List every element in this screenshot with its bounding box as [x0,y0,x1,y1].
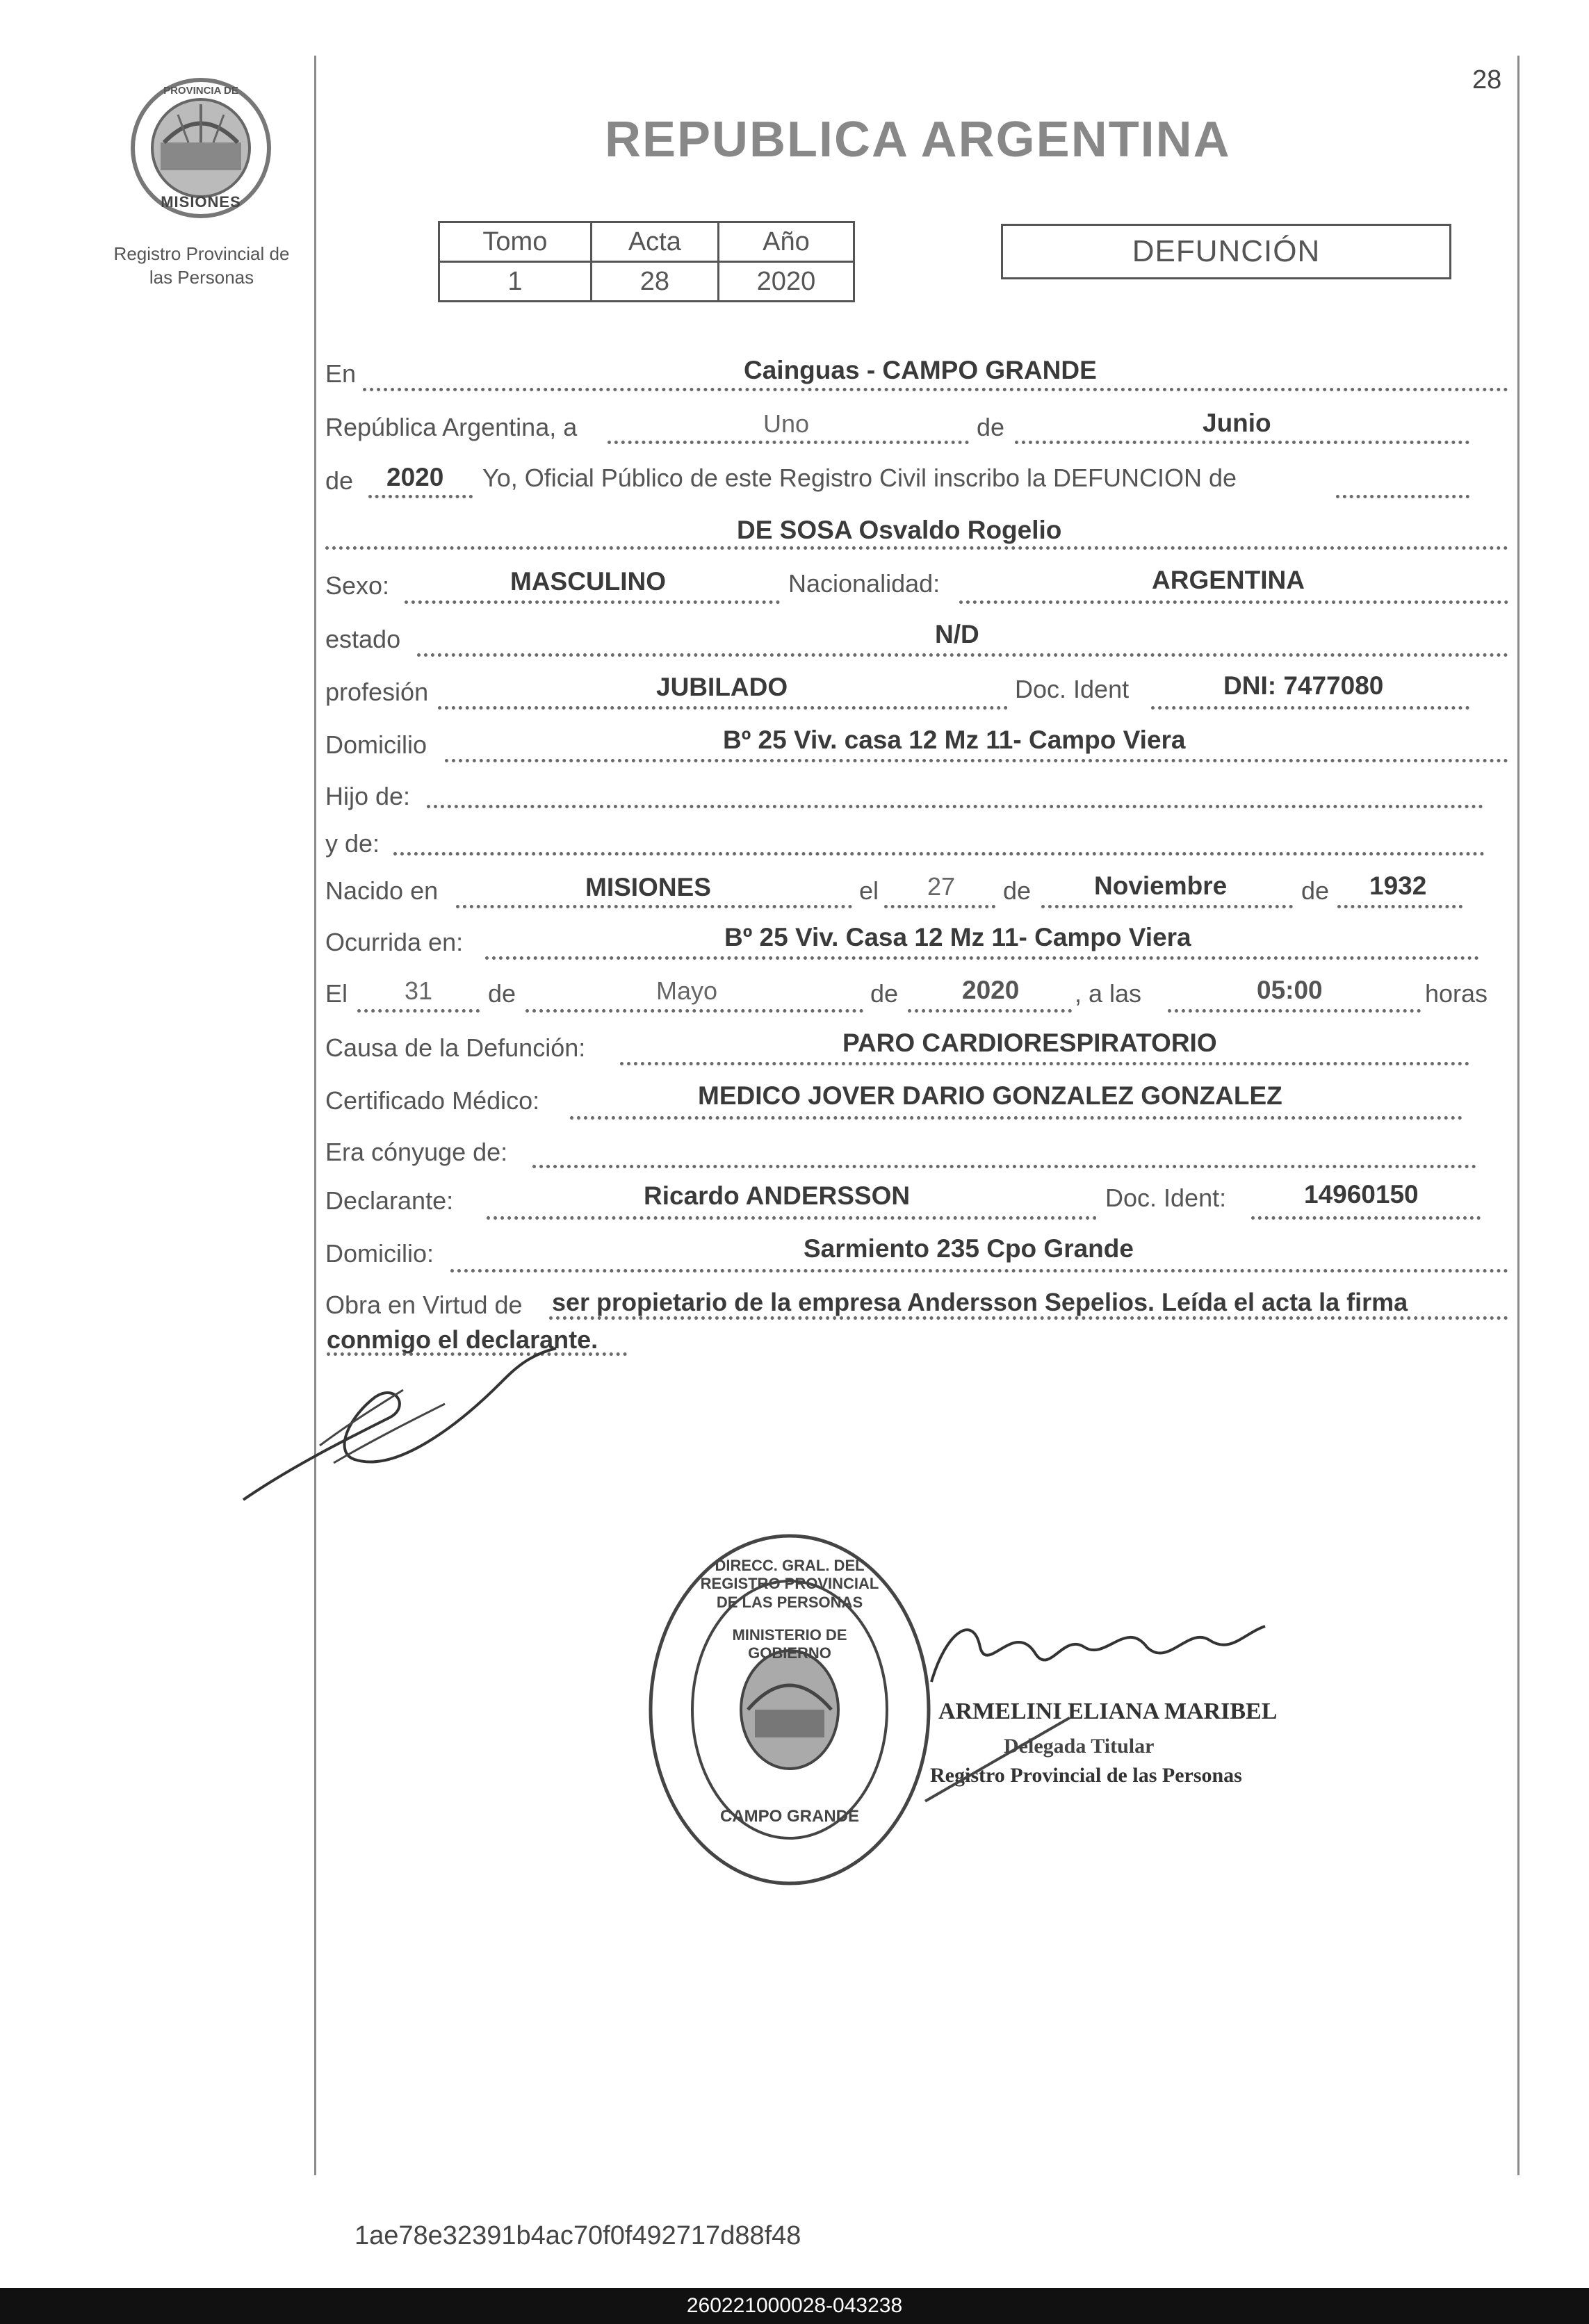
footer-code: 260221000028-043238 [686,2294,903,2317]
register-table [438,221,855,302]
text-inscribo: Yo, Oficial Público de este Registro Civil inscribo la DEFUNCION de [482,464,1237,492]
seal-text-top: PROVINCIA DE [163,85,238,97]
dotline-profesion [438,706,1008,710]
value-month: Junio [1203,409,1271,437]
dotline-death-year [908,1009,1072,1013]
value-certificado: MEDICO JOVER DARIO GONZALEZ GONZALEZ [698,1081,1282,1110]
dotline-month [1015,441,1469,444]
header-tomo: Tomo [439,222,592,262]
label-ocurrida: Ocurrida en: [325,928,464,956]
dotline-day [608,441,969,444]
footer-hash: 1ae78e32391b4ac70f0f492717d88f48 [355,2221,801,2250]
value-deceased-name: DE SOSA Osvaldo Rogelio [737,516,1062,544]
label-de-3: de [1003,876,1032,905]
label-certificado: Certificado Médico: [325,1086,540,1115]
header-acta: Acta [591,222,718,262]
dotline-birth-year [1337,905,1462,908]
value-death-month: Mayo [656,976,718,1005]
page-number: 28 [1472,65,1502,95]
value-domicilio-2: Sarmiento 235 Cpo Grande [804,1234,1134,1263]
issuer-name-line2: las Personas [149,267,254,288]
label-de-6: de [870,979,899,1008]
left-margin-rule [314,56,316,2175]
stamp-inner-text: MINISTERIO DE GOBIERNO [732,1626,847,1662]
stamp-location: CAMPO GRANDE [720,1807,860,1826]
label-causa: Causa de la Defunción: [325,1033,586,1062]
dotline-doc-ident-2 [1251,1216,1481,1220]
label-de-1: de [977,413,1005,441]
dotline-birth-month [1041,905,1293,908]
dotline-ocurrida [485,956,1479,960]
value-birth-year: 1932 [1369,872,1427,900]
right-margin-rule [1517,56,1519,2175]
label-en: En [325,359,357,388]
dotline-inscribo-end [1336,495,1469,498]
label-doc-ident-2: Doc. Ident: [1105,1184,1227,1212]
dotline-domicilio-2 [450,1269,1508,1273]
issuer-name-line1: Registro Provincial de [113,243,290,264]
value-nacionalidad: ARGENTINA [1152,566,1305,594]
stamp-ring-text: DIRECC. GRAL. DEL REGISTRO PROVINCIAL DE LAS PERSONAS [700,1557,879,1611]
dotline-deceased [325,546,1508,550]
official-role: Delegada Titular [1004,1735,1155,1758]
dotline-declarante [487,1216,1097,1220]
header-ano: Año [718,222,854,262]
issuer-seal [129,76,272,220]
label-y-de: y de: [325,829,380,858]
dotline-birth-day [884,905,995,908]
label-nacido-en: Nacido en [325,876,439,905]
label-el-cap: El [325,979,348,1008]
label-conyuge: Era cónyuge de: [325,1138,508,1166]
label-a-las: , a las [1075,979,1142,1008]
label-domicilio: Domicilio [325,730,427,759]
dotline-conyuge [532,1165,1476,1168]
label-horas: horas [1425,979,1488,1008]
dotline-doc-ident [1151,706,1469,710]
dotline-domicilio [445,759,1508,762]
value-obra-text-2: conmigo el declarante. [327,1325,598,1354]
value-profesion: JUBILADO [656,673,788,701]
label-de-2: de [325,466,354,495]
value-day: Uno [763,409,810,438]
label-profesion: profesión [325,678,429,706]
label-republica: República Argentina, a [325,413,578,441]
record-type: DEFUNCIÓN [1132,234,1321,268]
declarant-signature [236,1341,570,1508]
label-domicilio-2: Domicilio: [325,1239,434,1268]
dotline-year [368,495,473,498]
dotline-death-month [525,1009,863,1013]
dotline-death-time [1168,1009,1421,1013]
value-causa: PARO CARDIORESPIRATORIO [842,1029,1217,1057]
value-domicilio: Bº 25 Viv. casa 12 Mz 11- Campo Viera [723,726,1186,754]
signature-stroke [924,1717,1070,1802]
label-de-4: de [1301,876,1330,905]
document-title: REPUBLICA ARGENTINA [605,112,1231,167]
value-nacido-en: MISIONES [585,873,711,901]
label-doc-ident: Doc. Ident [1015,675,1130,703]
value-place: Cainguas - CAMPO GRANDE [744,356,1097,384]
value-obra-text: ser propietario de la empresa Andersson Sepelios. Leída el acta la firma [552,1288,1408,1316]
dotline-hijo-de [427,805,1483,808]
official-office: Registro Provincial de las Personas [930,1764,1242,1787]
value-sexo: MASCULINO [510,567,667,596]
value-ano: 2020 [718,262,854,302]
dotline-sexo [405,600,780,604]
dotline-place [363,388,1508,391]
label-estado: estado [325,625,401,653]
value-estado: N/D [935,620,979,648]
dotline-nacionalidad [959,600,1508,604]
value-birth-month: Noviembre [1094,872,1228,900]
value-year: 2020 [386,463,444,491]
dotline-nacido-en [456,905,852,908]
label-obra: Obra en Virtud de [325,1291,523,1319]
value-death-day: 31 [405,976,433,1005]
label-declarante: Declarante: [325,1186,454,1215]
official-name: ARMELINI ELIANA MARIBEL [938,1699,1278,1724]
value-acta: 28 [591,262,718,302]
dotline-obra [549,1316,1508,1320]
dotline-causa [620,1062,1469,1065]
dotline-certificado [570,1116,1462,1120]
official-stamp [644,1529,936,1890]
value-declarante: Ricardo ANDERSSON [644,1181,911,1210]
dotline-y-de [393,852,1485,856]
seal-text-bottom: MISIONES [161,193,241,211]
label-hijo-de: Hijo de: [325,782,411,810]
label-de-5: de [488,979,516,1008]
record-type-box [1001,224,1451,279]
label-sexo: Sexo: [325,571,390,600]
value-tomo: 1 [439,262,592,302]
value-doc-ident: DNI: 7477080 [1223,671,1384,700]
official-signature [918,1605,1279,1689]
footer-bar [0,2288,1589,2324]
value-death-time: 05:00 [1257,976,1323,1004]
dotline-estado [417,653,1508,657]
value-ocurrida-en: Bº 25 Viv. Casa 12 Mz 11- Campo Viera [724,923,1191,951]
dotline-death-day [357,1009,480,1013]
label-el: el [859,876,879,905]
label-nacionalidad: Nacionalidad: [788,569,940,598]
value-birth-day: 27 [927,872,956,901]
value-death-year: 2020 [962,976,1020,1004]
value-doc-ident-2: 14960150 [1304,1180,1419,1209]
